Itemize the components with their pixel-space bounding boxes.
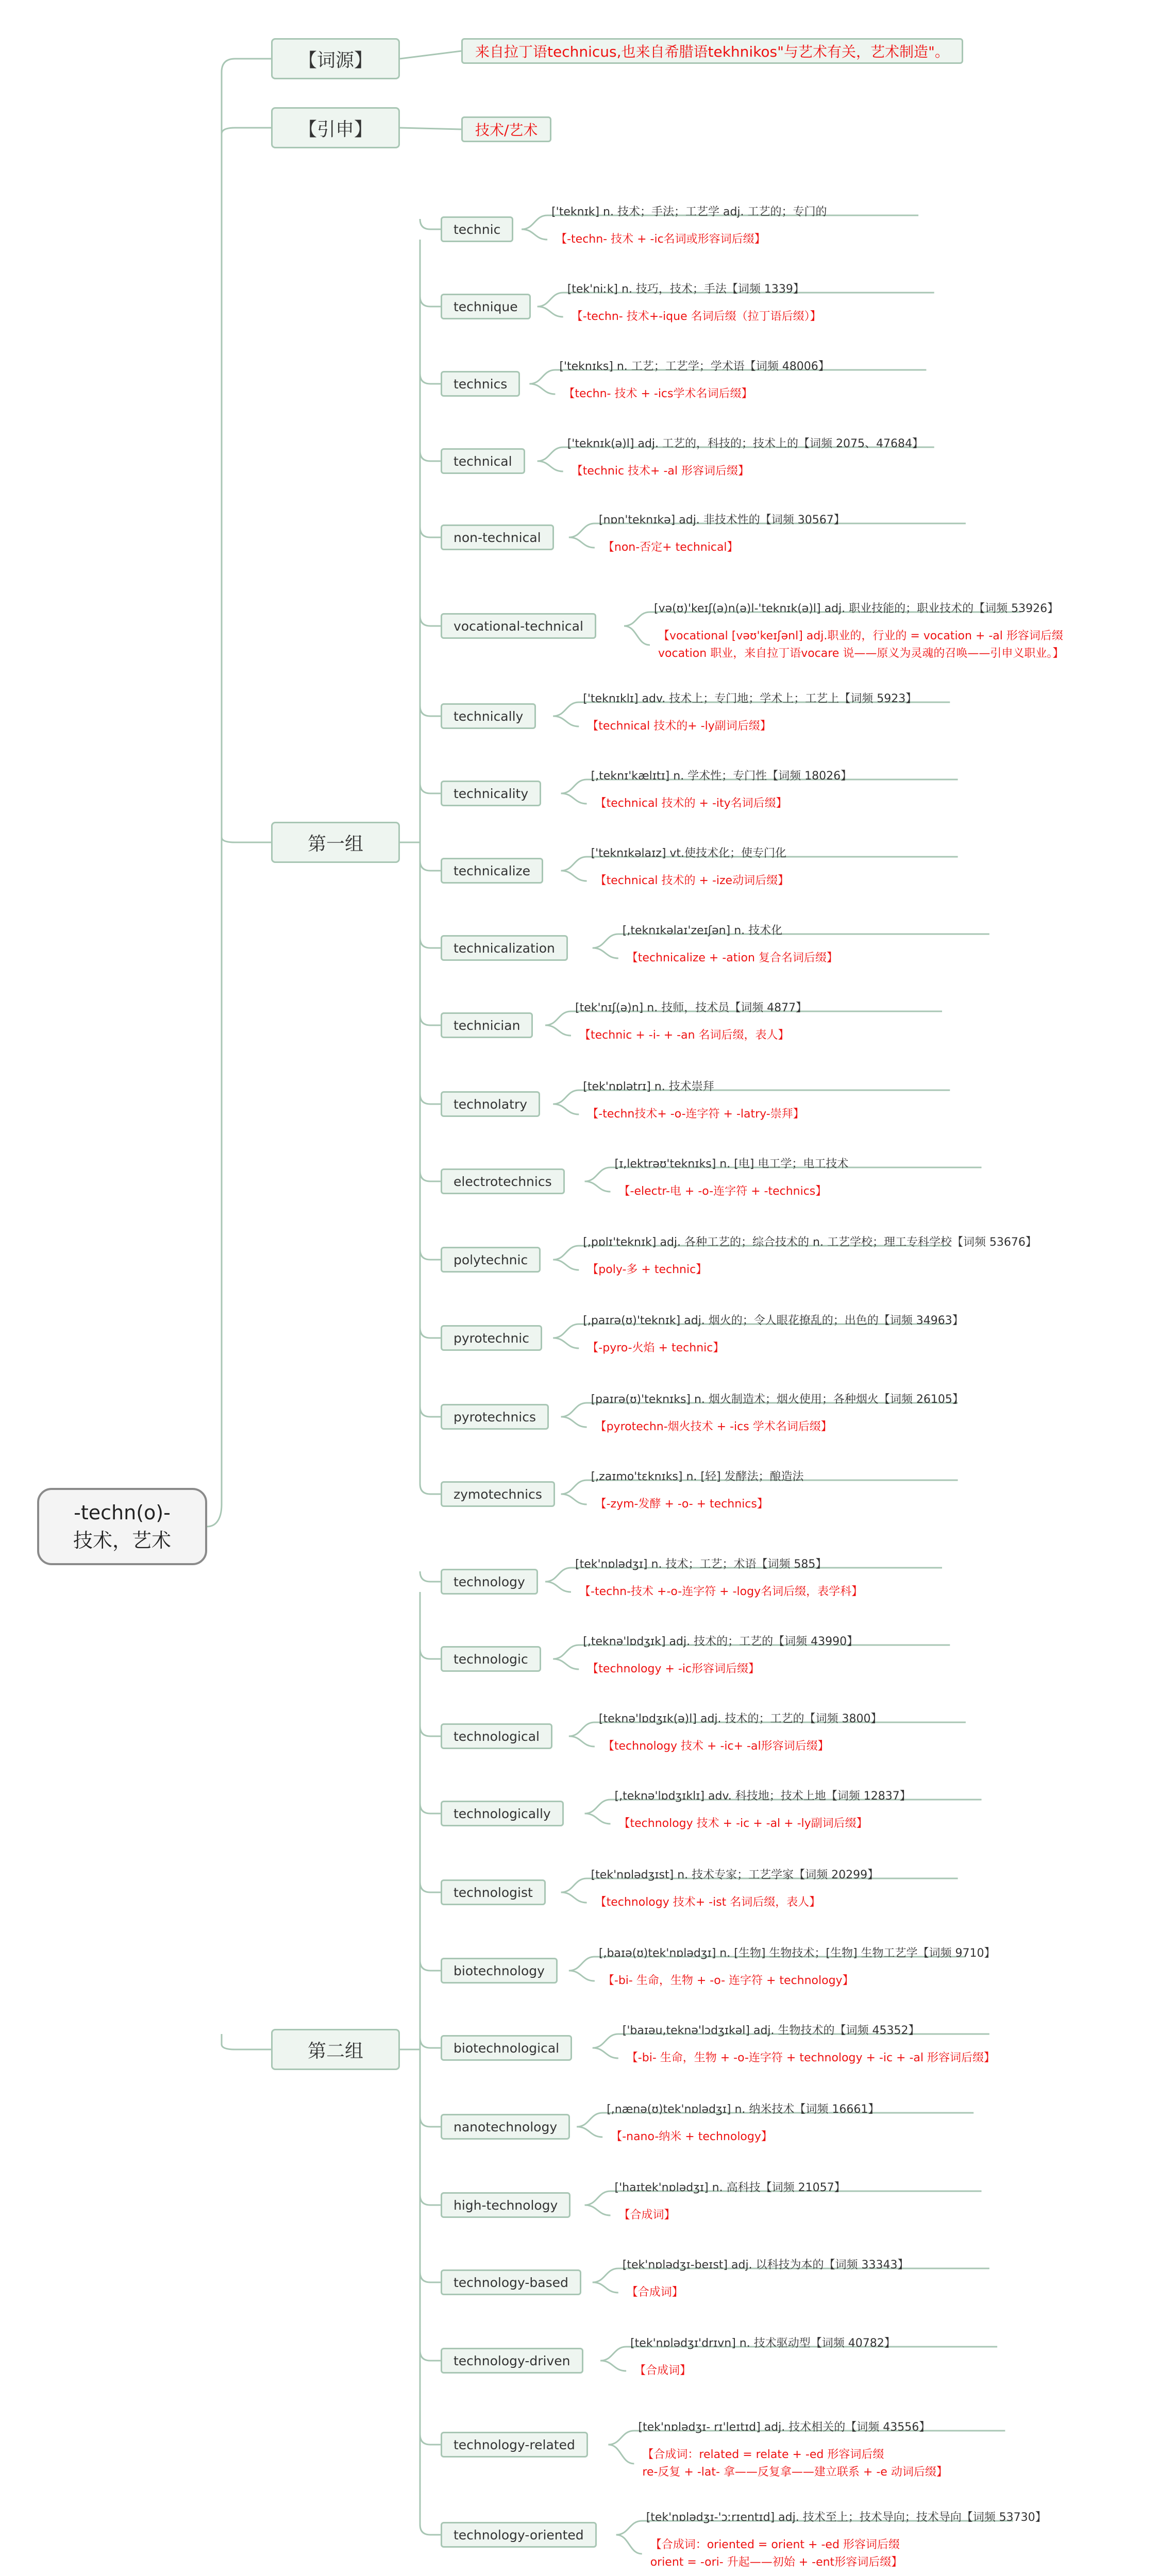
etymology-link: [585, 1814, 611, 1824]
definition-text: ['haɪtek'nɒlədʒɪ] n. 高科技【词频 21057】: [614, 2181, 846, 2194]
etymology-link: [608, 2445, 634, 2464]
etymology-line: 【technology 技术+ -ist 名词后缀，表人】: [595, 1896, 821, 1909]
etymology-note: [589, 1493, 775, 1516]
word-node[interactable]: technology-oriented: [441, 2522, 597, 2548]
etymology-line: 【poly-多 + technic】: [587, 1263, 708, 1276]
word-link: [420, 2434, 441, 2445]
root-node[interactable]: [37, 1488, 207, 1565]
etymology-link: [569, 1736, 595, 1747]
word-link: [420, 1484, 441, 1494]
group-node-2[interactable]: 第二组: [271, 2029, 400, 2070]
etymology-link: [400, 51, 461, 59]
etymology-note: [581, 715, 777, 738]
word-link: [420, 616, 441, 626]
etymology-note: [613, 1180, 833, 1204]
word-link: [420, 296, 441, 307]
etymology-line: 【vocational [vəʊ'keɪʃənl] adj.职业的，行业的 = vocation + -al 形容词后缀: [658, 630, 1063, 642]
word-node[interactable]: non-technical: [441, 524, 554, 550]
definition-text: [tek'nɒlədʒɪ- rɪ'leɪtɪd] adj. 技术相关的【词频 43556】: [638, 2421, 931, 2434]
word-node[interactable]: electrotechnics: [441, 1168, 565, 1194]
etymology-node[interactable]: 【词源】: [271, 38, 400, 79]
root-to-extension-link: [222, 128, 271, 134]
etymology-note: [620, 946, 844, 970]
etymology-line: 【non-否定+ technical】: [602, 541, 739, 554]
word-link: [420, 860, 441, 871]
etymology-note: [613, 1812, 874, 1836]
etymology-note: [620, 2281, 690, 2304]
etymology-note: [565, 460, 756, 483]
word-node[interactable]: vocational-technical: [441, 613, 596, 639]
etymology-note: [652, 624, 1070, 666]
definition-text: ['teknɪk(ə)l] adj. 工艺的，科技的；技术上的【词频 2075、47684】: [567, 437, 924, 450]
definition-text: ['baɪəu,teknə'lɔdʒɪkəl] adj. 生物技术的【词频 45352】: [622, 2024, 920, 2037]
etymology-note: [581, 1657, 766, 1681]
word-link: [420, 527, 441, 537]
word-node[interactable]: technician: [441, 1012, 533, 1038]
root-meaning: 技术，艺术: [73, 1529, 171, 1552]
word-link: [420, 1882, 441, 1892]
etymology-note: [573, 1580, 869, 1604]
etymology-link: [545, 1582, 571, 1592]
etymology-link: [569, 537, 595, 548]
etymology-line: 【-electr-电 + -o-连字符 + -technics】: [618, 1185, 827, 1198]
word-node[interactable]: technolatry: [441, 1091, 540, 1117]
extension-link: [400, 128, 461, 129]
word-link: [420, 1328, 441, 1338]
word-node[interactable]: zymotechnics: [441, 1481, 555, 1507]
definition-text: [paɪrə(ʊ)'teknɪks] n. 烟火制造术；烟火使用；各种烟火【词频 26105】: [591, 1393, 964, 1406]
root-to-group-link-2: [222, 2034, 271, 2049]
word-link: [420, 2195, 441, 2205]
etymology-link: [569, 1971, 595, 1981]
etymology-note: [589, 869, 796, 893]
definition-text: [tek'nɪʃ(ə)n] n. 技师，技术员【词频 4877】: [575, 1002, 808, 1014]
definition-text: [və(ʊ)'keɪʃ(ə)n(ə)l-'teknɪk(ə)l] adj. 职业技能的；职业技术的【词频 53926】: [654, 602, 1059, 615]
etymology-line: 【-bi- 生命，生物 + -o- 连字符 + technology】: [602, 1974, 854, 1987]
definition-text: [,paɪrə(ʊ)'teknɪk] adj. 烟火的；令人眼花撩乱的；出色的【词频 34963】: [583, 1314, 964, 1327]
etymology-note: [581, 1336, 730, 1360]
etymology-note: [589, 792, 794, 816]
word-link: [420, 2350, 441, 2361]
word-node[interactable]: biotechnological: [441, 2035, 572, 2061]
word-link: [420, 2524, 441, 2535]
definition-text: [,baɪə(ʊ)tek'nɒlədʒɪ] n. [生物] 生物技术；[生物] 生物工艺学【词频 9710】: [598, 1947, 996, 1960]
word-node[interactable]: technologist: [441, 1879, 546, 1905]
etymology-line: 【technology 技术 + -ic+ -al形容词后缀】: [602, 1740, 829, 1753]
word-link: [420, 938, 441, 948]
etymology-line: 【合成词】: [634, 2364, 692, 2377]
etymology-line: 【-techn技术+ -o-连字符 + -latry-崇拜】: [587, 1108, 804, 1121]
definition-text: [tek'nɒlədʒɪ'drɪvn] n. 技术驱动型【词频 40782】: [630, 2337, 896, 2350]
etymology-link: [577, 2127, 602, 2137]
etymology-link: [593, 2282, 618, 2293]
word-link: [420, 1960, 441, 1971]
word-node[interactable]: nanotechnology: [441, 2114, 570, 2140]
extension-text: 技术/艺术: [461, 116, 551, 142]
etymology-line: 【-pyro-火焰 + technic】: [587, 1342, 725, 1354]
definition-text: [,teknɪkəlaɪ'zeɪʃən] n. 技术化: [622, 924, 783, 937]
root-term: -techn(o)-: [74, 1501, 171, 1524]
etymology-line: 【-techn-技术 +-o-连字符 + -logy名词后缀，表学科】: [579, 1585, 863, 1598]
etymology-line: 【合成词】: [626, 2286, 683, 2299]
etymology-line: 【-bi- 生命，生物 + -o-连字符 + technology + -ic + -al 形容词后缀】: [626, 2052, 996, 2064]
definition-text: ['teknɪkəlaɪz] vt.使技术化；使专门化: [591, 847, 787, 860]
word-node[interactable]: technologically: [441, 1801, 564, 1826]
etymology-note: [613, 2204, 682, 2227]
word-node[interactable]: polytechnic: [441, 1247, 541, 1273]
etymology-link: [553, 1338, 579, 1348]
etymology-line: 【-techn- 技术 + -ic名词或形容词后缀】: [556, 233, 766, 246]
word-node[interactable]: technicalization: [441, 935, 568, 961]
etymology-note: [620, 2046, 1001, 2070]
word-node[interactable]: technology-related: [441, 2432, 588, 2458]
definition-text: [,zaɪmo'tɛknɪks] n. [轻] 发酵法；酿造法: [591, 1470, 804, 1483]
etymology-line: 【pyrotechn-烟火技术 + -ics 学术名词后缀】: [595, 1420, 832, 1433]
word-link: [420, 2116, 441, 2127]
root-to-group-link-1: [222, 827, 271, 842]
etymology-link: [553, 1104, 579, 1114]
etymology-link: [561, 871, 587, 881]
definition-text: ['teknɪks] n. 工艺；工艺学；学术语【词频 48006】: [559, 360, 830, 373]
word-link: [420, 1015, 441, 1025]
word-link: [420, 1249, 441, 1260]
definition-text: [tek'nɒlətrɪ] n. 技术崇拜: [583, 1080, 714, 1093]
etymology-line: vocation 职业，来自拉丁语vocare 说——原义为灵魂的召唤——引申义职业。】: [658, 647, 1064, 660]
definition-text: [,teknə'lɒdʒɪk] adj. 技术的；工艺的【词频 43990】: [583, 1635, 859, 1648]
etymology-note: [565, 305, 828, 329]
word-link: [420, 706, 441, 716]
etymology-line: re-反复 + -lat- 拿——反复拿——建立联系 + -e 动词后缀】: [642, 2466, 948, 2479]
etymology-link: [522, 229, 547, 240]
word-link: [420, 2272, 441, 2282]
etymology-note: [597, 1969, 860, 1993]
definition-text: [tek'nɒlədʒɪst] n. 技术专家；工艺学家【词频 20299】: [591, 1869, 879, 1882]
word-link: [420, 374, 441, 384]
word-node[interactable]: pyrotechnic: [441, 1325, 542, 1351]
word-link: [420, 1171, 441, 1181]
etymology-link: [538, 307, 563, 317]
etymology-link: [593, 2048, 618, 2058]
etymology-line: orient = -ori- 升起——初始 + -ent形容词后缀】: [650, 2556, 903, 2569]
etymology-link: [553, 1659, 579, 1669]
word-link: [420, 1649, 441, 1659]
etymology-line: 【合成词：oriented = orient + -ed 形容词后缀: [650, 2538, 900, 2551]
definition-text: [ɪ,lektrəʊ'teknɪks] n. [电] 电工学；电工技术: [614, 1158, 849, 1171]
word-node[interactable]: technology: [441, 1569, 538, 1595]
extension-node[interactable]: 【引申】: [271, 107, 400, 148]
etymology-link: [561, 793, 587, 804]
root-to-etymology-link: [207, 59, 271, 1527]
definition-text: ['teknɪk] n. 技术；手法；工艺学 adj. 工艺的；专门的: [551, 206, 827, 218]
word-link: [420, 451, 441, 461]
etymology-link: [561, 1494, 587, 1504]
word-link: [420, 1571, 441, 1582]
etymology-note: [628, 2359, 697, 2383]
word-node[interactable]: technicality: [441, 781, 541, 806]
word-node[interactable]: technically: [441, 703, 536, 729]
word-node[interactable]: technologic: [441, 1646, 541, 1672]
etymology-text: 来自拉丁语technicus,也来自希腊语tekhnikos"与艺术有关，艺术制造"。: [461, 38, 963, 64]
word-node[interactable]: technology-based: [441, 2269, 581, 2295]
word-node[interactable]: biotechnology: [441, 1958, 558, 1984]
etymology-line: 【technical 技术的 + -ity名词后缀】: [595, 797, 787, 810]
etymology-line: 【techn- 技术 + -ics学术名词后缀】: [563, 387, 753, 400]
etymology-line: 【technical 技术的 + -ize动词后缀】: [595, 874, 790, 887]
word-link: [420, 1094, 441, 1104]
word-node[interactable]: technological: [441, 1723, 552, 1749]
etymology-link: [561, 1417, 587, 1427]
etymology-link: [616, 2535, 642, 2554]
etymology-note: [557, 382, 759, 406]
etymology-link: [538, 461, 563, 471]
etymology-link: [624, 626, 650, 645]
etymology-link: [585, 2205, 611, 2215]
word-link: [420, 1406, 441, 1417]
etymology-line: 【-zym-发酵 + -o- + technics】: [595, 1498, 768, 1511]
etymology-note: [597, 536, 745, 560]
etymology-note: [589, 1891, 827, 1914]
etymology-note: [581, 1103, 810, 1126]
etymology-link: [600, 2361, 626, 2371]
definition-text: [tek'nɒlədʒɪ-beɪst] adj. 以科技为本的【词频 33343】: [622, 2259, 909, 2272]
definition-text: [teknə'lɒdʒɪk(ə)l] adj. 技术的；工艺的【词频 3800】: [598, 1713, 882, 1725]
etymology-note: [605, 2125, 779, 2149]
word-link: [420, 783, 441, 793]
etymology-line: 【technic + -i- + -an 名词后缀，表人】: [579, 1029, 790, 1042]
etymology-link: [529, 384, 555, 394]
etymology-line: 【technology + -ic形容词后缀】: [587, 1663, 760, 1675]
etymology-note: [573, 1024, 796, 1047]
etymology-line: 【-nano-纳米 + technology】: [611, 2130, 773, 2143]
group-node-1[interactable]: 第一组: [271, 822, 400, 863]
word-link: [420, 1803, 441, 1814]
etymology-link: [593, 948, 618, 958]
etymology-note: [644, 2533, 909, 2574]
etymology-line: 【-techn- 技术+-ique 名词后缀（拉丁语后缀）】: [571, 310, 821, 323]
definition-text: [,teknɪ'kælɪtɪ] n. 学术性；专门性【词频 18026】: [591, 770, 852, 783]
etymology-line: 【technicalize + -ation 复合名词后缀】: [626, 952, 838, 964]
etymology-note: [597, 1735, 835, 1758]
etymology-line: 【technical 技术的+ -ly副词后缀】: [587, 720, 771, 733]
etymology-note: [589, 1415, 838, 1439]
etymology-link: [553, 716, 579, 726]
definition-text: [,teknə'lɒdʒɪklɪ] adv. 科技地；技术上地【词频 12837】: [614, 1790, 911, 1803]
definition-text: [,nænə(ʊ)tek'nɒlədʒɪ] n. 纳米技术【词频 16661】: [607, 2103, 880, 2116]
definition-text: [tek'nɒlədʒɪ-'ɔːrɪentɪd] adj. 技术至上；技术导向；技术导向【词频 53730】: [646, 2511, 1047, 2524]
word-node[interactable]: technique: [441, 294, 531, 319]
definition-text: [tek'nɒlədʒɪ] n. 技术；工艺；术语【词频 585】: [575, 1558, 827, 1571]
etymology-note: [581, 1258, 713, 1282]
etymology-line: 【technology 技术 + -ic + -al + -ly副词后缀】: [618, 1817, 868, 1830]
definition-text: [,pɒlɪ'teknɪk] adj. 各种工艺的；综合技术的 n. 工艺学校；理工专科学校【词频 53676】: [583, 1236, 1037, 1249]
etymology-note: [549, 228, 772, 251]
word-node[interactable]: pyrotechnics: [441, 1404, 549, 1430]
word-node[interactable]: high-technology: [441, 2192, 570, 2218]
etymology-line: 【合成词：related = relate + -ed 形容词后缀: [642, 2448, 884, 2461]
word-node[interactable]: technics: [441, 371, 520, 397]
etymology-note: [636, 2443, 953, 2484]
word-node[interactable]: technical: [441, 448, 525, 474]
etymology-line: 【合成词】: [618, 2209, 676, 2222]
definition-text: ['teknɪklɪ] adv. 技术上；专门地；学术上；工艺上【词频 5923】: [583, 692, 917, 705]
etymology-link: [585, 1181, 611, 1192]
etymology-line: 【technic 技术+ -al 形容词后缀】: [571, 465, 749, 478]
etymology-link: [545, 1025, 571, 1036]
word-node[interactable]: technicalize: [441, 858, 543, 884]
definition-text: [tek'niːk] n. 技巧，技术；手法【词频 1339】: [567, 283, 804, 296]
word-link: [420, 2038, 441, 2048]
word-node[interactable]: technic: [441, 216, 513, 242]
word-node[interactable]: technology-driven: [441, 2348, 583, 2374]
etymology-link: [553, 1260, 579, 1270]
word-link: [420, 219, 441, 229]
definition-text: [nɒn'teknɪkə] adj. 非技术性的【词频 30567】: [598, 514, 845, 527]
word-link: [420, 1726, 441, 1736]
etymology-link: [561, 1892, 587, 1903]
